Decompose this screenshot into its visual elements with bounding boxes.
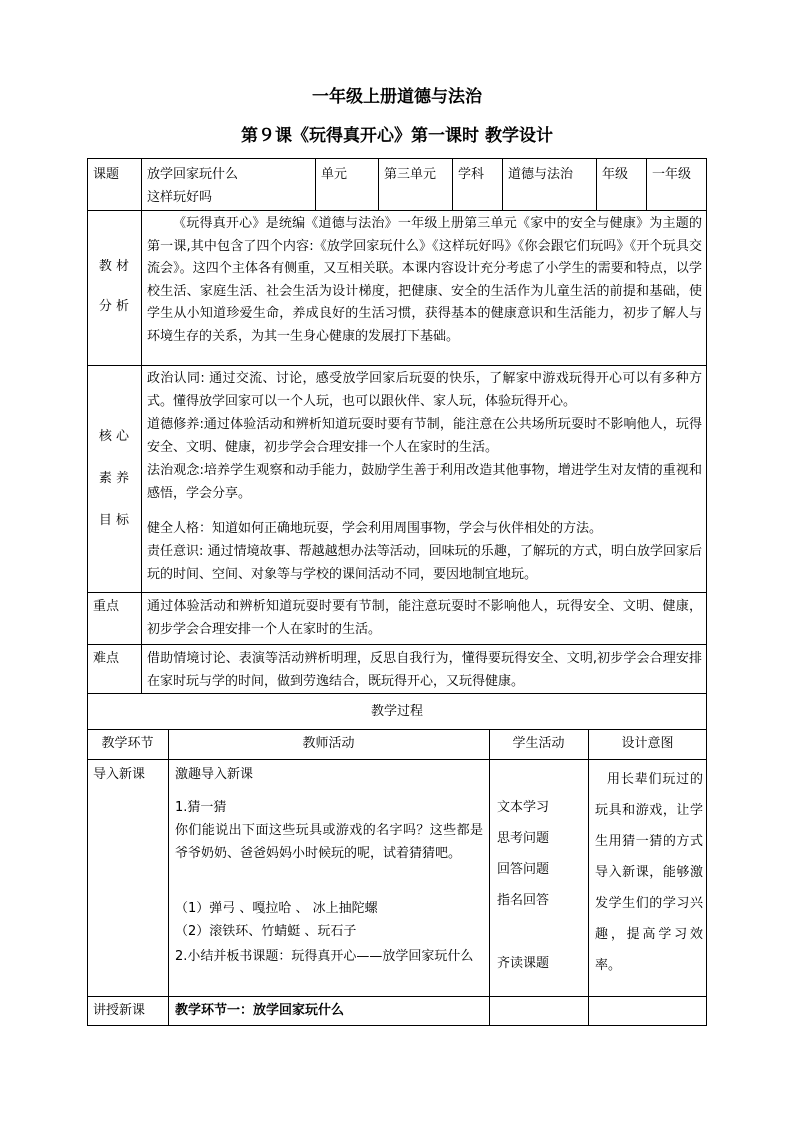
grade-value: 一年级 [652,167,692,182]
design-intent: 用长辈们玩过的玩具和游戏，让学生用猜一猜的方式导入新课，能够激发学生们的学习兴趣，提高学习效率。 [595,772,703,973]
core-label-1: 核 心 [98,429,130,444]
student-answering: 回答问题 [497,862,550,877]
col-intent: 设计意图 [621,736,674,751]
col-student: 学生活动 [512,736,565,751]
unit-label: 单元 [321,167,348,182]
student-reading: 文本学习 [497,800,550,815]
intro-teacher-heading: 激趣导入新课 [175,767,254,782]
analysis-label-1: 教 材 [98,259,130,274]
difficulty-label: 难点 [93,651,120,666]
intro-guess-title: 1.猜一猜 [175,800,227,815]
core-label-2: 素 养 [98,471,130,486]
key-point-text: 通过体验活动和辨析知道玩耍时要有节制，能注意玩耍时不影响他人，玩得安全、文明、健康，初步学会合理安排一个人在家时的生活。 [147,599,702,637]
intro-toys-2: （2）滚铁环、竹蜻蜓 、玩石子 [175,924,357,939]
core-law: 法治观念:培养学生观察和动手能力，鼓励学生善于利用改造其他事物，增进学生对友情的重视和感悟，学会分享。 [147,463,702,501]
topic-line-1: 放学回家玩什么 [147,167,239,182]
unit-value: 第三单元 [384,167,437,182]
core-moral: 道德修养:通过体验活动和辨析知道玩耍时要有节制，能注意在公共场所玩耍时不影响他人，玩得安全、文明、健康，初步学会合理安排一个人在家时的生活。 [147,417,702,455]
col-teacher: 教师活动 [302,736,355,751]
lesson-title: 第９课《玩得真开心》第一课时 教学设计 [241,126,553,146]
student-thinking: 思考问题 [497,831,550,846]
core-label-3: 目 标 [98,513,130,528]
intro-toys-1: （1）弹弓 、嘎拉哈 、 冰上抽陀螺 [175,901,378,916]
student-read-title: 齐读课题 [497,956,550,971]
grade-label: 年级 [602,167,629,182]
intro-summary: 2.小结并板书课题：玩得真开心——放学回家玩什么 [175,949,474,964]
analysis-label-2: 分 析 [98,299,130,314]
intro-guess-text: 你们能说出下面这些玩具或游戏的名字吗？这些都是爷爷奶奶、爸爸妈妈小时候玩的呢，试着猜猜吧。 [175,823,483,861]
intro-stage: 导入新课 [93,767,146,782]
lecture-section-title: 教学环节一：放学回家玩什么 [175,1003,345,1018]
subject-value: 道德与法治 [508,167,574,182]
student-named-answer: 指名回答 [497,893,550,908]
document-title: 一年级上册道德与法治 [312,87,482,107]
lecture-stage: 讲授新课 [93,1003,146,1018]
process-title: 教学过程 [370,704,423,719]
subject-label: 学科 [458,167,485,182]
topic-line-2: 这样玩好吗 [147,190,213,205]
core-political: 政治认同: 通过交流、讨论，感受放学回家后玩耍的快乐，了解家中游戏玩得开心可以有多种方式。懂得放学回家可以一个人玩，也可以跟伙伴、家人玩，体验玩得开心。 [147,371,702,409]
key-point-label: 重点 [93,599,120,614]
topic-label: 课题 [93,167,120,182]
difficulty-text: 借助情境讨论、表演等活动辨析明理，反思自我行为，懂得要玩得安全、文明,初步学会合理安排在家时玩与学的时间，做到劳逸结合，既玩得开心，又玩得健康。 [147,651,702,689]
core-personality: 健全人格：知道如何正确地玩耍，学会利用周围事物，学会与伙伴相处的方法。 [147,521,603,536]
col-stage: 教学环节 [101,736,154,751]
analysis-text: 《玩得真开心》是统编《道德与法治》一年级上册第三单元《家中的安全与健康》为主题的第一课,其中包含了四个内容:《放学回家玩什么》《这样玩好吗》《你会跟它们玩吗》《开个玩具交流会》。这四个主体各有侧重，又互相关联。本课内容设计充分考虑了小学生的需要和特点，以学校生活、家庭生活、社会生活为设计梯度，把健康、安全的生活作为儿童生活的前提和基础，使学生从小知道珍爱生命，养成良好的生活习惯，获得基本的健康意识和生活能力，初步了解人与环境生存的关系，为其一生身心健康的发展打下基础。 [147,216,702,344]
core-responsibility: 责任意识: 通过情境故事、帮越越想办法等活动，回味玩的乐趣，了解玩的方式，明白放学回家后玩的时间、空间、对象等与学校的课间活动不同，要因地制宜地玩。 [147,544,702,582]
